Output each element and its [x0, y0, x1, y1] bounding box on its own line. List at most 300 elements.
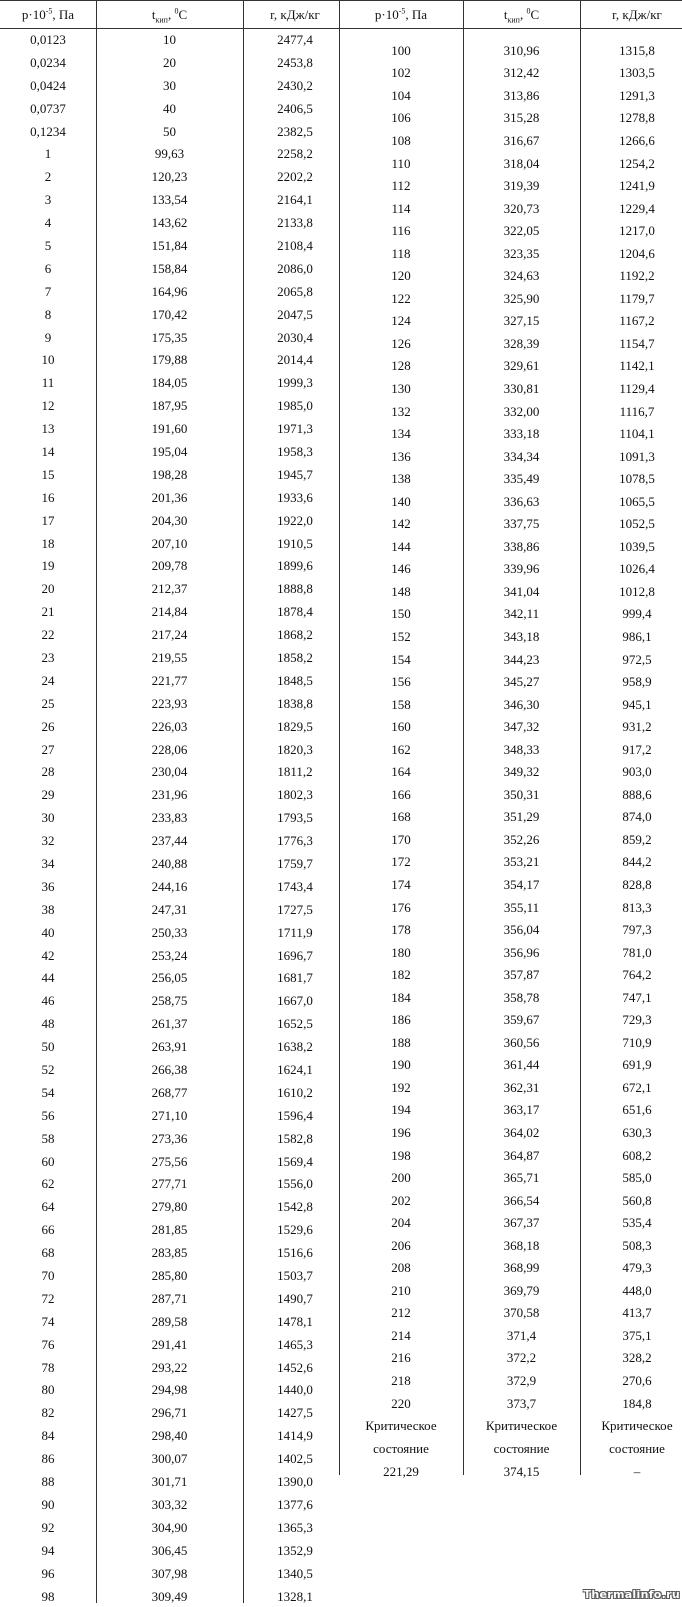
heat-cell: 1922,0 — [277, 512, 313, 528]
pressure-cell: 0,0234 — [30, 54, 66, 70]
heat-cell: 2133,8 — [277, 215, 313, 231]
pressure-cell: 66 — [41, 1222, 55, 1238]
pressure-cell: 0,0424 — [30, 77, 66, 93]
pressure-cell: 136 — [391, 448, 411, 464]
table-row — [339, 1076, 682, 1099]
heat-cell: 958,9 — [622, 674, 652, 690]
heat-cell: 986,1 — [622, 628, 652, 644]
pressure-cell: 158 — [391, 696, 411, 712]
table-row — [339, 39, 682, 62]
table-row — [339, 963, 682, 986]
boiling-temp-cell: 233,83 — [151, 810, 188, 826]
heat-cell: 1052,5 — [619, 516, 655, 532]
table-row — [0, 1058, 339, 1081]
half-divider — [339, 0, 340, 1475]
boiling-temp-cell: 212,37 — [151, 581, 188, 597]
pressure-cell: 78 — [41, 1359, 55, 1375]
pressure-cell: 110 — [391, 155, 411, 171]
pressure-cell: 154 — [391, 651, 411, 667]
boiling-temp-cell: 358,78 — [503, 989, 540, 1005]
table-row — [339, 310, 682, 333]
table-row — [0, 1401, 339, 1424]
heat-cell: 1596,4 — [277, 1107, 313, 1123]
pressure-cell: 204 — [391, 1215, 411, 1231]
boiling-temp-cell: 277,71 — [151, 1176, 188, 1192]
table-row — [339, 1347, 682, 1370]
table-row — [0, 1241, 339, 1264]
pressure-cell: 90 — [41, 1496, 55, 1512]
table-row — [0, 1585, 339, 1607]
heat-cell: 874,0 — [622, 809, 652, 825]
boiling-temp-cell: 307,98 — [151, 1565, 188, 1581]
heat-cell: 1465,3 — [277, 1336, 313, 1352]
boiling-temp-cell: 350,31 — [503, 786, 540, 802]
table-row — [339, 1234, 682, 1257]
pressure-cell: 80 — [41, 1382, 55, 1398]
boiling-temp-cell: 355,11 — [503, 899, 540, 915]
boiling-temp-cell: 271,10 — [151, 1107, 188, 1123]
table-row — [0, 967, 339, 990]
table-row — [339, 580, 682, 603]
pressure-cell: 200 — [391, 1170, 411, 1186]
pressure-cell: 29 — [41, 787, 55, 803]
pressure-cell: 15 — [41, 466, 55, 482]
table-row — [339, 738, 682, 761]
table-row — [339, 219, 682, 242]
table-row — [339, 873, 682, 896]
pressure-cell: 6 — [44, 260, 52, 276]
table-row — [339, 941, 682, 964]
boiling-temp-cell: 345,27 — [503, 674, 540, 690]
heat-cell: 1365,3 — [277, 1519, 313, 1535]
boiling-temp-cell: 50 — [163, 123, 176, 139]
heat-cell: 1516,6 — [277, 1245, 313, 1261]
table-row — [339, 84, 682, 107]
header-pressure: $p\cdot 10^{-5}$, Па — [21, 6, 75, 22]
boiling-temp-cell: 179,88 — [151, 352, 188, 368]
table-row — [339, 851, 682, 874]
table-row — [339, 512, 682, 535]
boiling-temp-cell: 304,90 — [151, 1519, 188, 1535]
heat-cell: 2164,1 — [277, 192, 313, 208]
heat-cell: 1241,9 — [619, 178, 655, 194]
heat-cell: 535,4 — [622, 1215, 652, 1231]
boiling-temp-cell: 170,42 — [151, 306, 188, 322]
pressure-cell: 194 — [391, 1102, 411, 1118]
pressure-cell: 206 — [391, 1237, 411, 1253]
pressure-cell: 62 — [41, 1176, 55, 1192]
boiling-temp-cell: 306,45 — [151, 1542, 188, 1558]
pressure-cell: 19 — [41, 558, 55, 574]
boiling-temp-cell: 354,17 — [503, 877, 540, 892]
table-row — [339, 107, 682, 130]
table-row — [0, 554, 339, 577]
boiling-temp-cell: 204,30 — [151, 512, 188, 528]
heat-cell: 1179,7 — [619, 290, 655, 306]
column-divider — [96, 0, 97, 1603]
pressure-cell: 9 — [44, 329, 52, 345]
table-row — [0, 348, 339, 371]
pressure-cell: 142 — [391, 516, 411, 532]
boiling-temp-cell: 231,96 — [151, 787, 188, 803]
boiling-temp-cell: 279,80 — [151, 1199, 188, 1215]
heat-cell: 1340,5 — [277, 1565, 313, 1581]
pressure-cell: 198 — [391, 1147, 411, 1163]
pressure-cell: 132 — [391, 403, 411, 419]
heat-cell: 917,2 — [622, 741, 652, 757]
heat-cell: 1414,9 — [277, 1428, 313, 1444]
boiling-temp-cell: 40 — [163, 100, 176, 116]
table-row — [339, 355, 682, 378]
table-row — [339, 152, 682, 175]
boiling-temp-cell: 348,33 — [503, 741, 540, 757]
heat-cell: 328,2 — [622, 1350, 652, 1366]
boiling-temp-cell: 361,44 — [503, 1057, 540, 1073]
table-row — [0, 944, 339, 967]
table-row — [339, 828, 682, 851]
table-row — [339, 783, 682, 806]
pressure-cell: 70 — [41, 1268, 55, 1284]
table-row — [339, 490, 682, 513]
heat-cell: 1838,8 — [277, 695, 313, 711]
boiling-temp-cell: 275,56 — [151, 1153, 188, 1169]
boiling-temp-cell: 332,00 — [503, 403, 540, 419]
heat-cell: 2014,4 — [277, 352, 313, 368]
pressure-cell: 13 — [41, 421, 55, 437]
pressure-cell: 144 — [391, 538, 411, 554]
table-row — [339, 693, 682, 716]
heat-cell: 1303,5 — [619, 65, 655, 81]
critical-heat: Критическое состояние – — [601, 1418, 673, 1480]
table-left-half — [0, 0, 339, 1607]
boiling-temp-cell: 253,24 — [151, 947, 188, 963]
boiling-temp-cell: 312,42 — [503, 65, 540, 81]
boiling-temp-cell: 338,86 — [503, 538, 540, 554]
heat-cell: 2065,8 — [277, 283, 313, 299]
pressure-cell: 128 — [391, 358, 411, 374]
heat-cell: 710,9 — [622, 1034, 652, 1050]
pressure-cell: 38 — [41, 901, 55, 917]
boiling-temp-cell: 247,31 — [151, 901, 188, 917]
pressure-cell: 96 — [41, 1565, 55, 1581]
pressure-cell: 126 — [391, 335, 411, 351]
table-row — [339, 625, 682, 648]
table-row — [0, 806, 339, 829]
boiling-temp-cell: 367,37 — [503, 1215, 540, 1231]
heat-cell: 1078,5 — [619, 471, 655, 487]
table-right-half — [339, 0, 682, 1478]
pressure-cell: 108 — [391, 132, 411, 148]
heat-cell: 1291,3 — [619, 87, 655, 103]
table-row — [0, 1447, 339, 1470]
table-row — [339, 715, 682, 738]
table-row — [0, 257, 339, 280]
boiling-temp-cell: 296,71 — [151, 1405, 188, 1421]
pressure-cell: 178 — [391, 922, 411, 938]
pressure-cell: 160 — [391, 719, 411, 735]
table-row — [0, 74, 339, 97]
pressure-cell: 188 — [391, 1034, 411, 1050]
pressure-cell: 74 — [41, 1313, 55, 1329]
pressure-cell: 170 — [391, 831, 411, 847]
boiling-temp-cell: 335,49 — [503, 471, 540, 487]
table-row — [0, 417, 339, 440]
pressure-cell: 134 — [391, 426, 411, 442]
heat-cell: 1624,1 — [277, 1062, 313, 1078]
boiling-temp-cell: 316,67 — [503, 132, 540, 148]
table-row — [339, 761, 682, 784]
heat-cell: 1039,5 — [619, 538, 655, 554]
heat-cell: 630,3 — [622, 1125, 652, 1141]
table-row — [0, 577, 339, 600]
pressure-cell: 52 — [41, 1062, 55, 1078]
boiling-temp-cell: 223,93 — [151, 695, 188, 711]
boiling-temp-cell: 373,7 — [506, 1395, 537, 1411]
heat-cell: 1971,3 — [277, 421, 313, 437]
boiling-temp-cell: 221,77 — [151, 672, 188, 688]
boiling-temp-cell: 300,07 — [151, 1451, 188, 1467]
heat-cell: 1542,8 — [277, 1199, 313, 1215]
table-row — [0, 1379, 339, 1402]
pressure-cell: 124 — [391, 313, 411, 329]
boiling-temp-cell: 310,96 — [503, 42, 540, 58]
heat-cell: 413,7 — [622, 1305, 652, 1321]
boiling-temp-cell: 372,2 — [506, 1350, 537, 1366]
pressure-cell: 140 — [391, 493, 411, 509]
pressure-cell: 18 — [41, 535, 55, 551]
pressure-cell: 28 — [41, 764, 55, 780]
boiling-temp-cell: 323,35 — [503, 245, 540, 261]
heat-cell: 1427,5 — [277, 1405, 313, 1421]
table-row — [339, 1279, 682, 1302]
pressure-cell: 196 — [391, 1125, 411, 1141]
boiling-temp-cell: 362,31 — [503, 1079, 540, 1095]
pressure-cell: 0,0123 — [30, 31, 66, 47]
pressure-cell: 16 — [41, 489, 55, 505]
site-watermark: Thermalinfo.ru — [583, 1588, 680, 1601]
heat-cell: 931,2 — [622, 719, 652, 735]
table-row — [339, 377, 682, 400]
table-row — [0, 646, 339, 669]
table-row — [339, 287, 682, 310]
critical-state-row — [339, 1414, 682, 1478]
boiling-temp-cell: 303,32 — [151, 1496, 188, 1512]
table-row — [339, 242, 682, 265]
heat-cell: 1328,1 — [277, 1588, 313, 1604]
heat-cell: 1142,1 — [619, 358, 655, 374]
heat-cell: 1793,5 — [277, 810, 313, 826]
table-row — [339, 1121, 682, 1144]
column-divider — [243, 0, 244, 1603]
pressure-cell: 4 — [44, 215, 52, 231]
table-row — [339, 264, 682, 287]
table-row — [0, 1104, 339, 1127]
heat-cell: 1116,7 — [619, 403, 655, 419]
boiling-temp-cell: 356,96 — [503, 944, 540, 960]
boiling-temp-cell: 369,79 — [503, 1282, 540, 1298]
table-row — [339, 986, 682, 1009]
boiling-temp-cell: 352,26 — [503, 831, 540, 847]
table-row — [0, 921, 339, 944]
heat-cell: 1868,2 — [277, 627, 313, 643]
heat-cell: 672,1 — [622, 1079, 652, 1095]
table-body-left — [0, 28, 339, 1607]
critical-temp: Критическое состояние 374,15 — [485, 1418, 558, 1480]
heat-cell: 828,8 — [622, 877, 652, 892]
heat-cell: 1352,9 — [277, 1542, 313, 1558]
pressure-cell: 20 — [41, 581, 55, 597]
pressure-cell: 12 — [41, 398, 55, 414]
boiling-temp-cell: 256,05 — [151, 970, 188, 986]
heat-cell: 781,0 — [622, 944, 652, 960]
table-row — [0, 1081, 339, 1104]
heat-cell: 1711,9 — [277, 924, 313, 940]
boiling-temp-cell: 226,03 — [151, 718, 188, 734]
pressure-cell: 68 — [41, 1245, 55, 1261]
table-row — [0, 669, 339, 692]
heat-cell: 1933,6 — [277, 489, 313, 505]
heat-cell: 651,6 — [622, 1102, 652, 1118]
pressure-cell: 220 — [391, 1395, 411, 1411]
pressure-cell: 98 — [41, 1588, 55, 1604]
boiling-temp-cell: 368,99 — [503, 1260, 540, 1276]
boiling-temp-cell: 289,58 — [151, 1313, 188, 1329]
pressure-cell: 168 — [391, 809, 411, 825]
table-row — [339, 1009, 682, 1032]
table-row — [0, 1173, 339, 1196]
heat-cell: 2430,2 — [277, 77, 313, 93]
heat-cell: 2406,5 — [277, 100, 313, 116]
pressure-cell: 172 — [391, 854, 411, 870]
header-heat: r, кДж/кг — [612, 6, 662, 22]
table-row — [0, 761, 339, 784]
heat-cell: 859,2 — [622, 831, 652, 847]
heat-cell: 1802,3 — [277, 787, 313, 803]
boiling-temp-cell: 320,73 — [503, 200, 540, 216]
table-row — [0, 1470, 339, 1493]
heat-cell: 1858,2 — [277, 649, 313, 665]
boiling-temp-cell: 230,04 — [151, 764, 188, 780]
table-row — [339, 422, 682, 445]
boiling-temp-cell: 336,63 — [503, 493, 540, 509]
heat-cell: 2030,4 — [277, 329, 313, 345]
heat-cell: 1945,7 — [277, 466, 313, 482]
boiling-temp-cell: 365,71 — [503, 1170, 540, 1186]
pressure-cell: 21 — [41, 604, 55, 620]
heat-cell: 1610,2 — [277, 1084, 313, 1100]
pressure-cell: 82 — [41, 1405, 55, 1421]
pressure-cell: 114 — [391, 200, 411, 216]
boiling-temp-cell: 324,63 — [503, 268, 540, 284]
table-row — [0, 234, 339, 257]
table-row — [339, 1324, 682, 1347]
boiling-temp-cell: 337,75 — [503, 516, 540, 532]
pressure-cell: 184 — [391, 989, 411, 1005]
table-row — [0, 829, 339, 852]
pressure-cell: 116 — [391, 223, 411, 239]
heat-cell: 1638,2 — [277, 1039, 313, 1055]
pressure-cell: 54 — [41, 1084, 55, 1100]
table-row — [0, 211, 339, 234]
pressure-cell: 150 — [391, 606, 411, 622]
heat-cell: 2108,4 — [277, 237, 313, 253]
boiling-temp-cell: 368,18 — [503, 1237, 540, 1253]
boiling-temp-cell: 175,35 — [151, 329, 188, 345]
pressure-cell: 174 — [391, 877, 411, 892]
pressure-cell: 1 — [44, 146, 52, 162]
heat-cell: 1315,8 — [619, 42, 655, 58]
heat-cell: 1065,5 — [619, 493, 655, 509]
pressure-cell: 92 — [41, 1519, 55, 1535]
table-row — [339, 197, 682, 220]
heat-cell: 1192,2 — [619, 268, 655, 284]
boiling-temp-cell: 339,96 — [503, 561, 540, 577]
pressure-cell: 86 — [41, 1451, 55, 1467]
boiling-temp-cell: 261,37 — [151, 1016, 188, 1032]
table-row — [339, 1144, 682, 1167]
pressure-cell: 84 — [41, 1428, 55, 1444]
column-divider — [580, 0, 581, 1475]
boiling-temp-cell: 313,86 — [503, 87, 540, 103]
table-row — [0, 165, 339, 188]
heat-cell: 945,1 — [622, 696, 652, 712]
heat-cell: 1266,6 — [619, 132, 655, 148]
pressure-cell: 26 — [41, 718, 55, 734]
table-row — [339, 1392, 682, 1415]
table-row — [339, 62, 682, 85]
boiling-temp-cell: 240,88 — [151, 856, 188, 871]
pressure-cell: 24 — [41, 672, 55, 688]
heat-cell: 1556,0 — [277, 1176, 313, 1192]
boiling-temp-cell: 217,24 — [151, 627, 188, 643]
pressure-cell: 190 — [391, 1057, 411, 1073]
pressure-cell: 208 — [391, 1260, 411, 1276]
heat-cell: 1154,7 — [619, 335, 655, 351]
pressure-cell: 64 — [41, 1199, 55, 1215]
boiling-temp-cell: 344,23 — [503, 651, 540, 667]
heat-cell: 1811,2 — [277, 764, 313, 780]
table-row — [0, 989, 339, 1012]
heat-cell: 1503,7 — [277, 1268, 313, 1284]
heat-cell: 2047,5 — [277, 306, 313, 322]
table-row — [0, 1516, 339, 1539]
boiling-temp-cell: 329,61 — [503, 358, 540, 374]
boiling-temp-cell: 357,87 — [503, 967, 540, 983]
table-row — [0, 1218, 339, 1241]
table-row — [0, 1287, 339, 1310]
pressure-cell: 27 — [41, 741, 55, 757]
heat-cell: 1229,4 — [619, 200, 655, 216]
pressure-cell: 112 — [391, 178, 411, 194]
table-row — [339, 1302, 682, 1325]
heat-cell: 1254,2 — [619, 155, 655, 171]
table-row — [339, 1369, 682, 1392]
table-row — [339, 1166, 682, 1189]
table-row — [0, 280, 339, 303]
table-row — [0, 51, 339, 74]
boiling-temp-cell: 364,02 — [503, 1125, 540, 1141]
pressure-cell: 72 — [41, 1290, 55, 1306]
boiling-temp-cell: 99,63 — [154, 146, 185, 162]
table-row — [0, 1264, 339, 1287]
table-row — [0, 1150, 339, 1173]
heat-cell: 1129,4 — [619, 380, 655, 396]
boiling-temp-cell: 346,30 — [503, 696, 540, 712]
boiling-temp-cell: 343,18 — [503, 628, 540, 644]
boiling-temp-cell: 263,91 — [151, 1039, 188, 1055]
pressure-cell: 58 — [41, 1130, 55, 1146]
heat-cell: 1026,4 — [619, 561, 655, 577]
